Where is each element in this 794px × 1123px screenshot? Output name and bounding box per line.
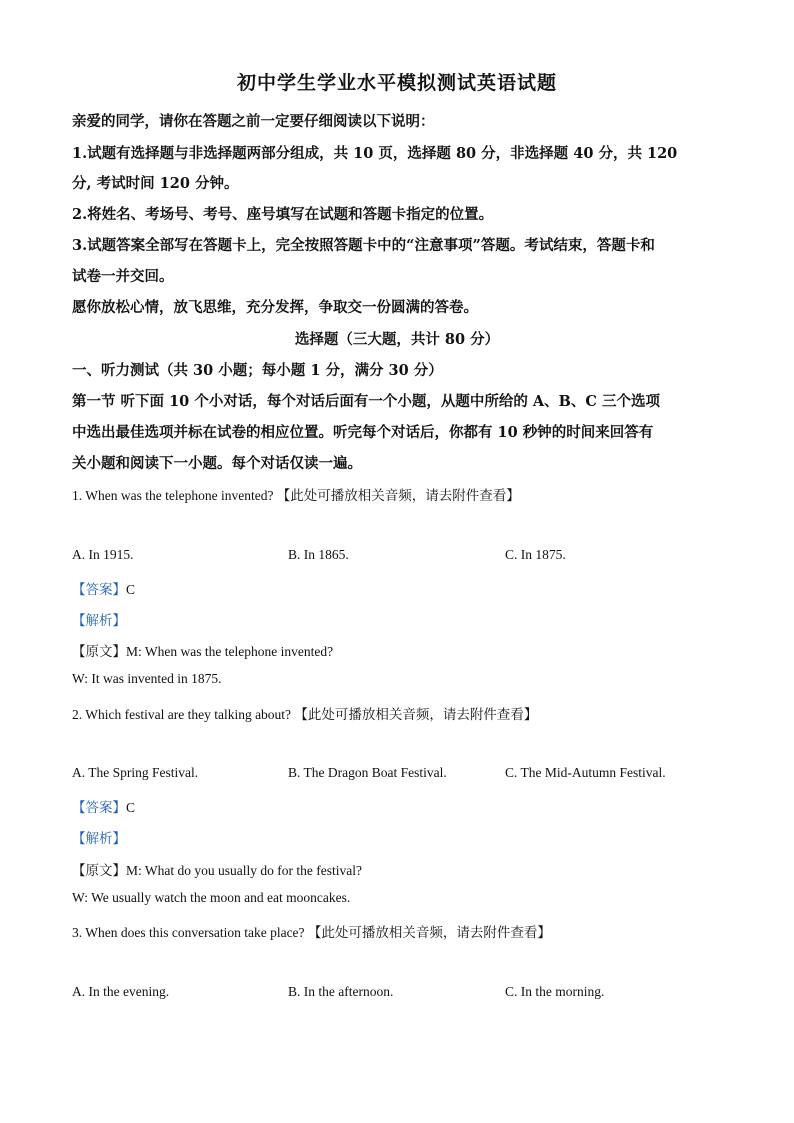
rule-1-line-2: 分, 考试时间 120 分钟。 bbox=[72, 175, 239, 192]
question-1-analysis bbox=[72, 609, 722, 629]
question-1-original bbox=[72, 640, 722, 660]
original-text: M: What do you usually do for the festival? bbox=[126, 863, 362, 878]
answer-label: 【答案】 bbox=[72, 800, 126, 815]
instruction-line-3: 关小题和阅读下一小题。每个对话仅读一遍。 bbox=[72, 455, 362, 472]
part-1-heading: 一、听力测试（共 30 小题；每小题 1 分，满分 30 分） bbox=[72, 362, 443, 379]
section-heading: 选择题（三大题，共计 80 分） bbox=[294, 331, 500, 348]
rule-3-line-1: 3.试题答案全部写在答题卡上，完全按照答题卡中的“注意事项”答题。考试结束，答题卡和 bbox=[72, 237, 655, 254]
question-2-option-a[interactable]: A. The Spring Festival. bbox=[72, 765, 199, 780]
question-2-stem: 2. Which festival are they talking about? 【此处可播放相关音频，请去附件查看】 bbox=[72, 707, 538, 722]
question-2-answer bbox=[72, 796, 722, 816]
question-3-option-a[interactable]: A. In the evening. bbox=[72, 984, 170, 999]
question-2-option-c[interactable]: C. The Mid-Autumn Festival. bbox=[505, 765, 666, 780]
question-1-option-a[interactable]: A. In 1915. bbox=[72, 547, 134, 562]
question-3-option-b[interactable]: B. In the afternoon. bbox=[288, 984, 394, 999]
question-3-stem: 3. When does this conversation take place? 【此处可播放相关音频，请去附件查看】 bbox=[72, 925, 551, 940]
answer-value: C bbox=[126, 582, 136, 597]
question-2-option-b[interactable]: B. The Dragon Boat Festival. bbox=[288, 765, 447, 780]
exam-title: 初中学生学业水平模拟测试英语试题 bbox=[236, 72, 557, 94]
question-3-option-c[interactable]: C. In the morning. bbox=[505, 984, 605, 999]
instruction-line-1: 第一节 听下面 10 个小对话，每个对话后面有一个小题，从题中所给的 A、B、C 三个选项 bbox=[72, 393, 660, 410]
question-1-stem: 1. When was the telephone invented? 【此处可播放相关音频，请去附件查看】 bbox=[72, 488, 520, 503]
question-1-answer bbox=[72, 578, 722, 598]
original-text: M: When was the telephone invented? bbox=[126, 644, 334, 659]
question-2-options bbox=[72, 765, 722, 785]
wish-text: 愿你放松心情，放飞思维，充分发挥，争取交一份圆满的答卷。 bbox=[72, 299, 478, 316]
question-1-options bbox=[72, 547, 722, 567]
answer-label: 【答案】 bbox=[72, 582, 126, 597]
question-2-original bbox=[72, 859, 722, 879]
question-1-option-b[interactable]: B. In 1865. bbox=[288, 547, 349, 562]
original-label: 【原文】 bbox=[72, 644, 126, 659]
question-1-option-c[interactable]: C. In 1875. bbox=[505, 547, 566, 562]
analysis-label: 【解析】 bbox=[72, 831, 126, 846]
instruction-line-2: 中选出最佳选项并标在试卷的相应位置。听完每个对话后，你都有 10 秒钟的时间来回答有 bbox=[72, 424, 654, 441]
original-label: 【原文】 bbox=[72, 863, 126, 878]
rule-2: 2.将姓名、考场号、考号、座号填写在试题和答题卡指定的位置。 bbox=[72, 206, 494, 223]
rule-1-line-1: 1.试题有选择题与非选择题两部分组成，共 10 页，选择题 80 分，非选择题 40 分，共 120 bbox=[72, 145, 678, 162]
intro-greeting: 亲爱的同学，请你在答题之前一定要仔细阅读以下说明： bbox=[72, 113, 435, 130]
question-3-options bbox=[72, 984, 722, 1004]
question-2-reply: W: We usually watch the moon and eat mooncakes. bbox=[72, 890, 351, 905]
question-2-analysis bbox=[72, 827, 722, 847]
question-1-reply: W: It was invented in 1875. bbox=[72, 671, 222, 686]
analysis-label: 【解析】 bbox=[72, 613, 126, 628]
answer-value: C bbox=[126, 800, 136, 815]
rule-3-line-2: 试卷一并交回。 bbox=[72, 268, 174, 285]
